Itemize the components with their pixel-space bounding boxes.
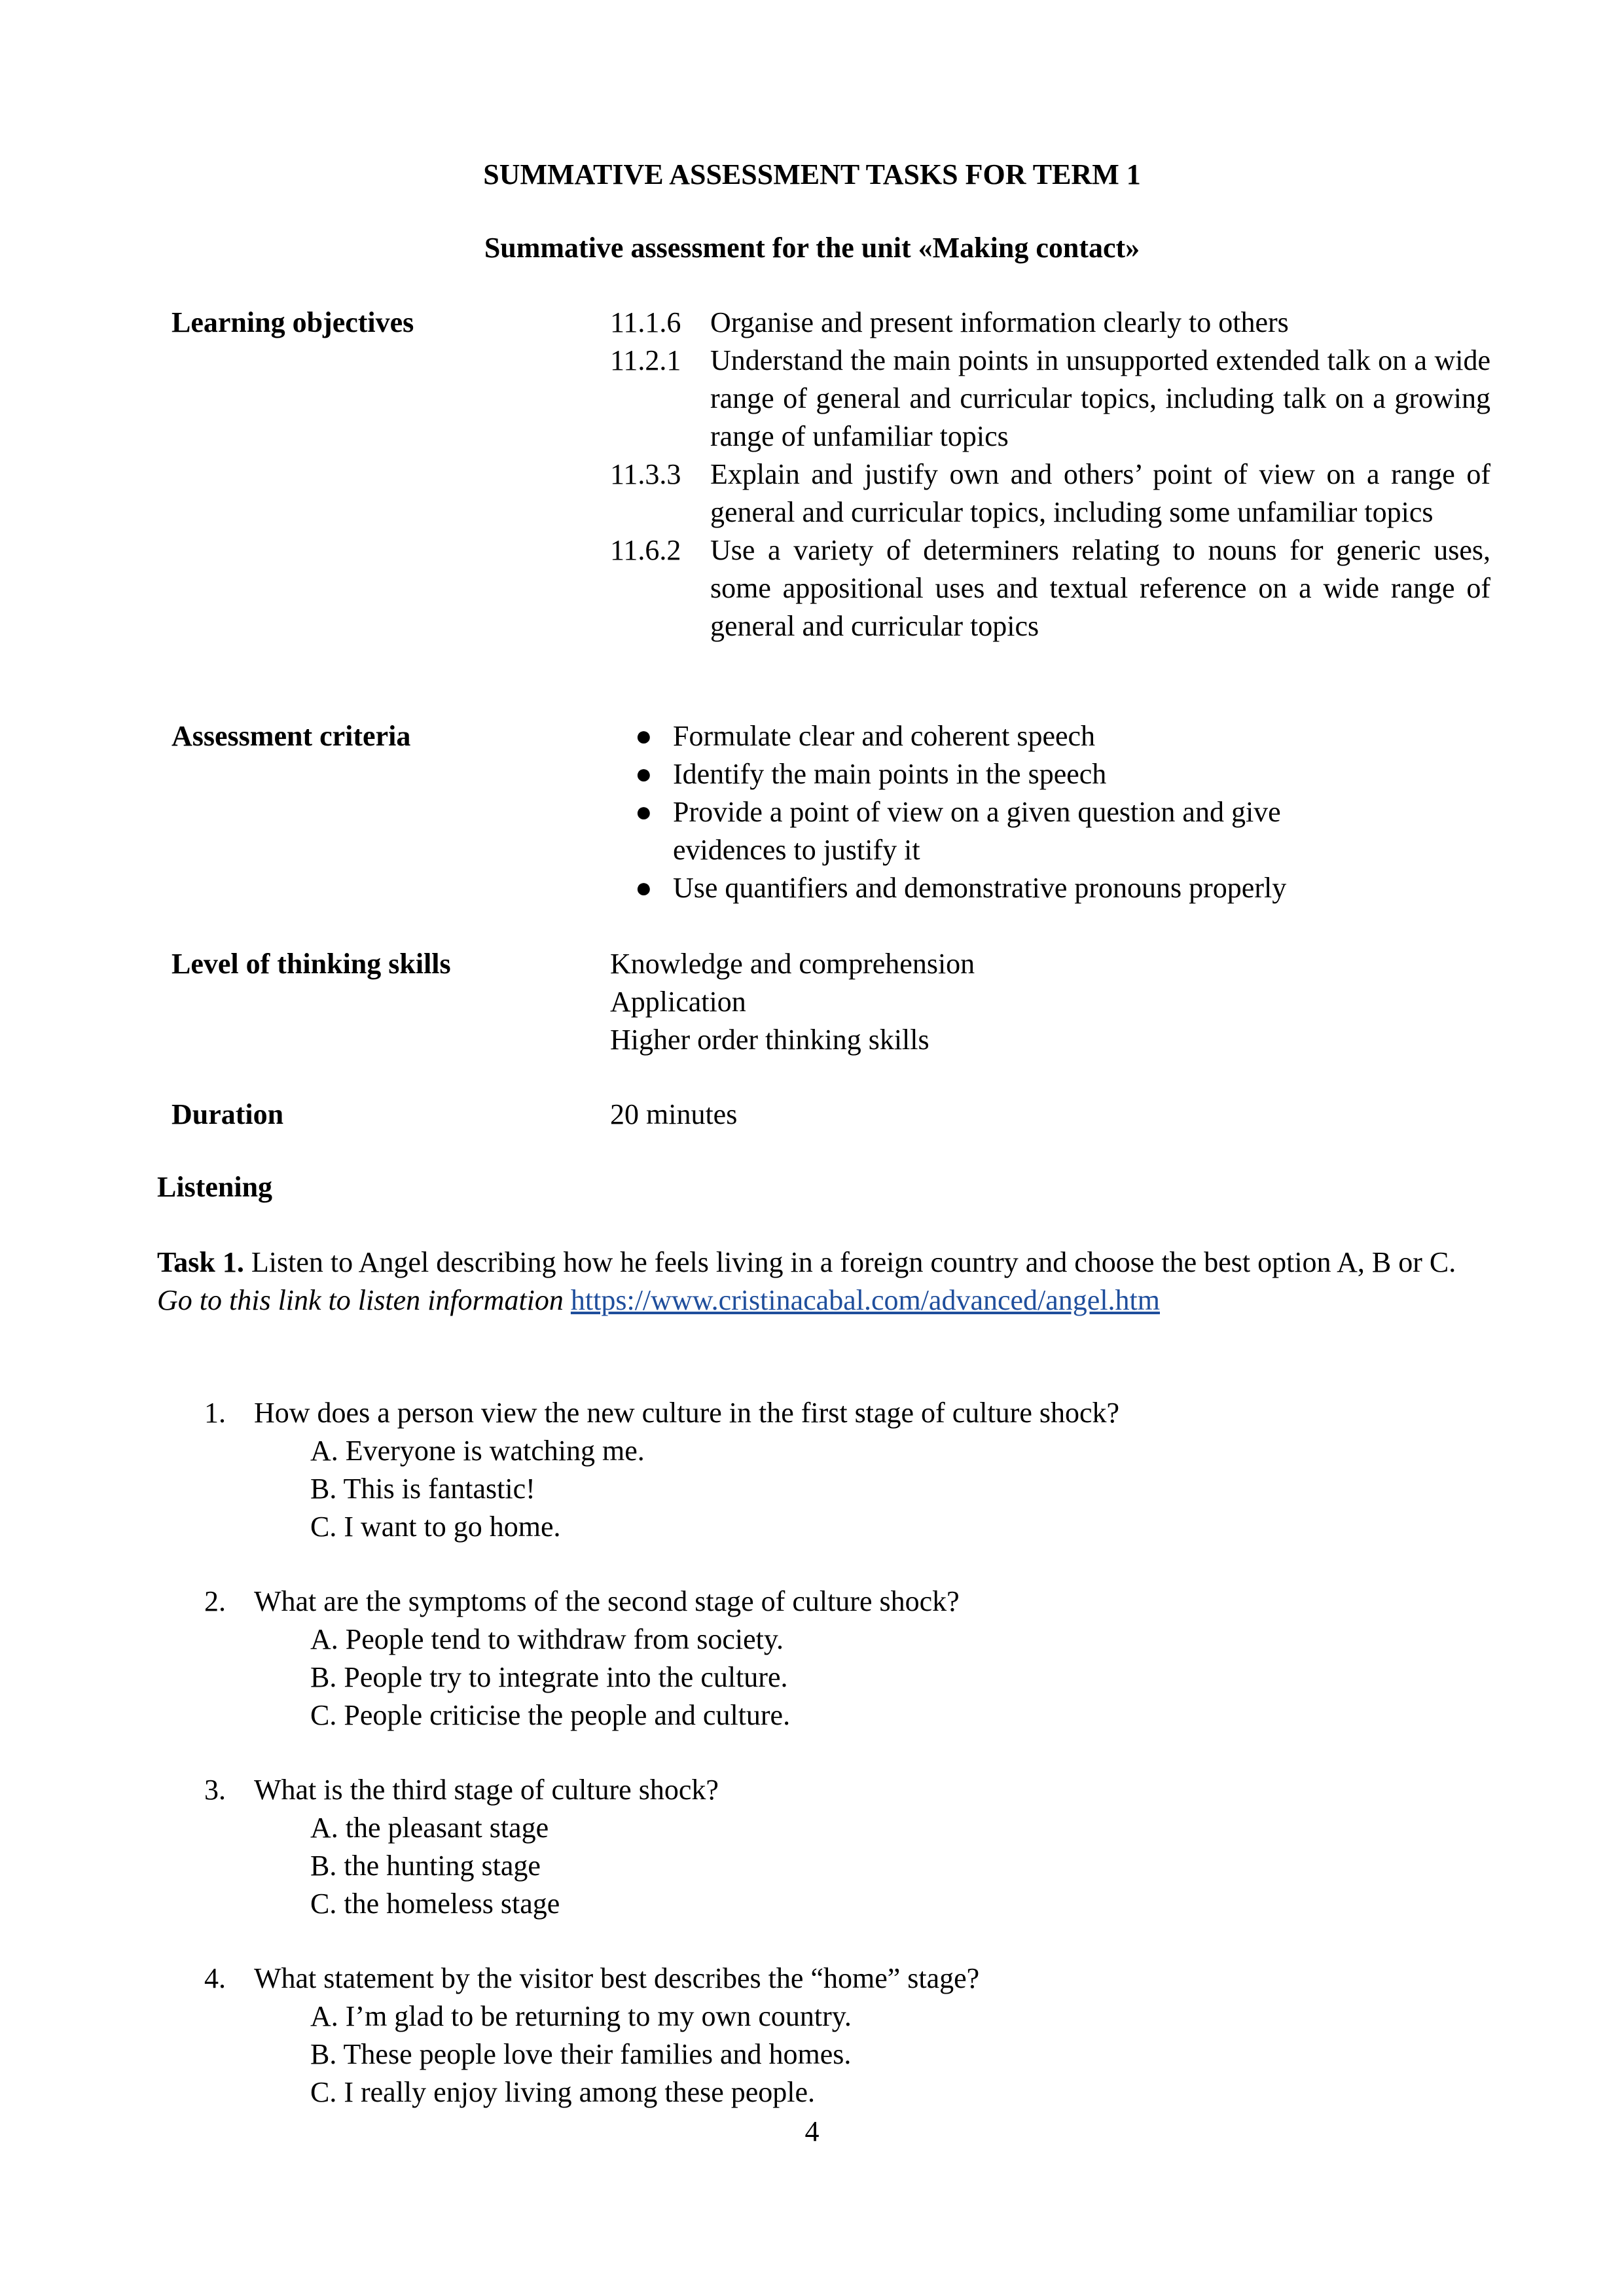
- objective-code: 11.2.1: [610, 344, 681, 376]
- task-link-line: [157, 1282, 1492, 1319]
- page-title: SUMMATIVE ASSESSMENT TASKS FOR TERM 1: [483, 158, 1141, 190]
- objective-code: 11.3.3: [610, 458, 681, 490]
- bullet-icon: ●: [635, 872, 653, 904]
- objective-item: [610, 304, 1490, 342]
- bullet-icon: ●: [635, 720, 653, 752]
- assessment-criteria-label: Assessment criteria: [171, 720, 411, 752]
- question-number: 2.: [204, 1585, 226, 1617]
- option-a: A. I’m glad to be returning to my own country.: [310, 2000, 852, 2032]
- task-number: Task 1.: [157, 1246, 244, 1278]
- criteria-item: [610, 793, 1367, 869]
- thinking-skills-list: [610, 945, 1490, 1059]
- question-text: What statement by the visitor best describes the “home” stage?: [254, 1962, 980, 1994]
- objective-code: 11.6.2: [610, 534, 681, 566]
- criteria-text: Use quantifiers and demonstrative pronouns properly: [673, 872, 1287, 904]
- bullet-icon: ●: [635, 796, 653, 828]
- thinking-skills-label: Level of thinking skills: [171, 948, 451, 980]
- question-options: [310, 1809, 560, 1923]
- task-instruction-text: Listen to Angel describing how he feels living in a foreign country and choose the best option A, B or C.: [251, 1246, 1456, 1278]
- assessment-criteria-content: [610, 717, 1490, 907]
- duration-value: 20 minutes: [610, 1098, 738, 1130]
- criteria-item: [610, 755, 1490, 793]
- thinking-skill-item: Application: [610, 986, 746, 1018]
- criteria-text: Identify the main points in the speech: [673, 758, 1107, 790]
- question-text: What are the symptoms of the second stage of culture shock?: [254, 1585, 960, 1617]
- objective-item: [610, 456, 1490, 531]
- page-subtitle: Summative assessment for the unit «Making contact»: [484, 232, 1140, 264]
- thinking-skill-item: Knowledge and comprehension: [610, 948, 975, 980]
- criteria-text: Formulate clear and coherent speech: [673, 720, 1096, 752]
- question-options: [310, 1621, 790, 1734]
- task-instruction: [157, 1244, 1492, 1282]
- option-c: C. I really enjoy living among these people.: [310, 2076, 816, 2108]
- criteria-item: [610, 869, 1490, 907]
- question-text: What is the third stage of culture shock?: [254, 1774, 719, 1806]
- option-a: A. People tend to withdraw from society.: [310, 1623, 784, 1655]
- option-a: A. Everyone is watching me.: [310, 1435, 645, 1467]
- listening-heading: Listening: [157, 1171, 273, 1203]
- objective-code: 11.1.6: [610, 306, 681, 338]
- bullet-icon: ●: [635, 758, 653, 790]
- objective-item: [610, 531, 1490, 645]
- question-number: 1.: [204, 1397, 226, 1429]
- option-a: A. the pleasant stage: [310, 1812, 549, 1844]
- question-options: [310, 1432, 645, 1546]
- question-number: 4.: [204, 1962, 226, 1994]
- link-prefix: Go to this link to listen information: [157, 1284, 564, 1316]
- option-b: B. the hunting stage: [310, 1850, 541, 1882]
- objective-text: Explain and justify own and others’ point of view on a range of general and curricular topics, including some unfamiliar topics: [710, 458, 1490, 528]
- task-1: [157, 1244, 1492, 1319]
- option-c: C. People criticise the people and culture.: [310, 1699, 791, 1731]
- question-text: How does a person view the new culture in the first stage of culture shock?: [254, 1397, 1120, 1429]
- objective-text: Understand the main points in unsupported extended talk on a wide range of general and curricular topics, including talk on a growing range of unfamiliar topics: [710, 344, 1490, 452]
- question-options: [310, 1998, 852, 2111]
- option-b: B. These people love their families and homes.: [310, 2038, 852, 2070]
- duration-label: Duration: [171, 1098, 284, 1130]
- criteria-item: [610, 717, 1490, 755]
- learning-objectives-label: Learning objectives: [171, 306, 414, 338]
- criteria-text: Provide a point of view on a given question and give evidences to justify it: [673, 796, 1281, 866]
- page-number: 4: [804, 2115, 820, 2147]
- objective-item: [610, 342, 1490, 456]
- audio-link[interactable]: https://www.cristinacabal.com/advanced/angel.htm: [570, 1284, 1160, 1316]
- objective-text: Organise and present information clearly to others: [710, 306, 1289, 338]
- thinking-skill-item: Higher order thinking skills: [610, 1024, 929, 1056]
- objective-text: Use a variety of determiners relating to nouns for generic uses, some appositional uses and textual reference on a wide range of general and curricular topics: [710, 534, 1490, 642]
- option-c: C. the homeless stage: [310, 1888, 560, 1920]
- assessment-criteria-list: [610, 717, 1490, 907]
- question-number: 3.: [204, 1774, 226, 1806]
- option-c: C. I want to go home.: [310, 1511, 561, 1543]
- option-b: B. This is fantastic!: [310, 1473, 535, 1505]
- learning-objectives-list: [610, 304, 1490, 645]
- option-b: B. People try to integrate into the culture.: [310, 1661, 788, 1693]
